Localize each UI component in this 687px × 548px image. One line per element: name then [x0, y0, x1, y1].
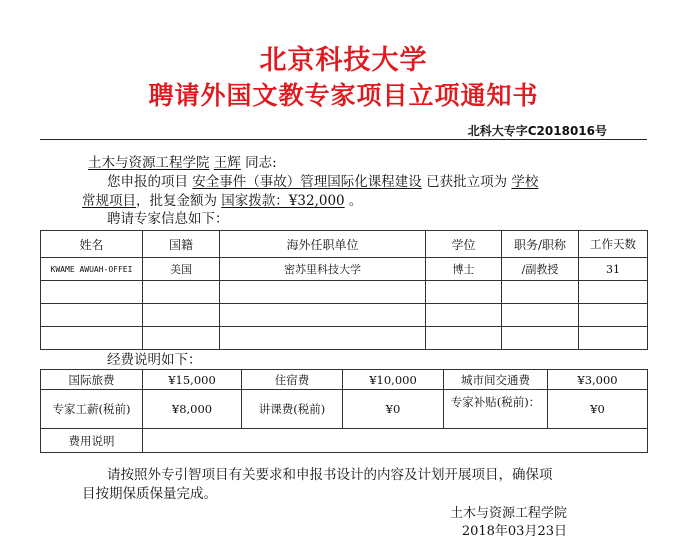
cell-overseas-unit: 密苏里科技大学	[220, 258, 426, 281]
header-overseas-unit: 海外任职单位	[220, 231, 426, 258]
salary-label: 专家工薪(税前)	[41, 390, 143, 429]
cell-work-days	[579, 281, 648, 304]
cell-nationality: 美国	[143, 258, 220, 281]
cell-position: /副教授	[502, 258, 579, 281]
line1-mid: 已获批立项为	[426, 174, 508, 190]
header-degree: 学位	[426, 231, 502, 258]
notes-value	[143, 429, 648, 453]
header-position: 职务/职称	[502, 231, 579, 258]
cell-overseas-unit	[220, 304, 426, 327]
project-line-1	[107, 174, 538, 191]
funding-row-3	[41, 429, 648, 453]
cell-overseas-unit	[220, 281, 426, 304]
cell-degree	[426, 304, 502, 327]
table-row	[41, 304, 648, 327]
cell-name	[41, 327, 143, 350]
signature-date: 2018年03月23日	[461, 524, 567, 539]
cell-degree	[426, 327, 502, 350]
header-nationality: 国籍	[143, 231, 220, 258]
table-row	[41, 258, 648, 281]
cell-name	[41, 304, 143, 327]
cell-name	[41, 281, 143, 304]
funding-row-2	[41, 390, 648, 429]
approved-amount: 国家拨款：¥32,000	[221, 193, 345, 209]
lecture-label: 讲课费(税前)	[242, 390, 343, 429]
subsidy-label: 专家补贴(税前)：	[444, 390, 548, 429]
subsidy-value: ¥0	[548, 390, 648, 429]
cell-degree: 博士	[426, 258, 502, 281]
cell-nationality	[143, 327, 220, 350]
university-title: 北京科技大学	[259, 45, 428, 76]
header-name: 姓名	[41, 231, 143, 258]
cell-overseas-unit	[220, 327, 426, 350]
closing-line-1: 请按照外专引智项目有关要求和申报书设计的内容及计划开展项目，确保项	[107, 467, 553, 483]
cell-position	[502, 281, 579, 304]
table-row	[41, 281, 648, 304]
cell-work-days	[579, 327, 648, 350]
cell-work-days	[579, 304, 648, 327]
line1-prefix: 您申报的项目	[107, 174, 188, 190]
cell-work-days: 31	[579, 258, 648, 281]
document-number: 北科大专字C2018016号	[467, 124, 607, 138]
signature-unit: 土木与资源工程学院	[449, 506, 567, 521]
lecture-value: ¥0	[343, 390, 444, 429]
addressee-unit: 土木与资源工程学院	[88, 155, 210, 171]
intercity-label: 城市间交通费	[444, 370, 548, 390]
intercity-value: ¥3,000	[548, 370, 648, 390]
project-line-2	[82, 193, 362, 210]
addressee-suffix: 同志:	[245, 155, 277, 171]
table-row	[41, 327, 648, 350]
document-title: 聘请外国文教专家项目立项通知书	[148, 81, 539, 110]
project-type-b: 常规项目	[82, 193, 136, 209]
salary-value: ¥8,000	[143, 390, 242, 429]
cell-nationality	[143, 304, 220, 327]
header-work-days: 工作天数	[579, 231, 648, 258]
line2-mid: ，批复金额为	[136, 193, 217, 209]
funding-row-1	[41, 370, 648, 390]
cell-nationality	[143, 281, 220, 304]
project-name: 安全事件（事故）管理国际化课程建设	[192, 174, 422, 190]
header-divider	[40, 139, 647, 140]
intl-travel-label: 国际旅费	[41, 370, 143, 390]
addressee-name: 王辉	[213, 155, 241, 171]
addressee-line	[88, 155, 277, 172]
lodging-label: 住宿费	[242, 370, 343, 390]
intl-travel-value: ¥15,000	[143, 370, 242, 390]
experts-intro: 聘请专家信息如下：	[107, 211, 229, 227]
cell-degree	[426, 281, 502, 304]
experts-table	[40, 230, 648, 350]
funding-table	[40, 369, 648, 453]
funding-intro: 经费说明如下：	[107, 352, 202, 368]
project-type-a: 学校	[511, 174, 539, 190]
line2-end: 。	[348, 193, 363, 209]
lodging-value: ¥10,000	[343, 370, 444, 390]
closing-line-2: 目按期保质保量完成。	[82, 486, 217, 502]
notes-label: 费用说明	[41, 429, 143, 453]
cell-position	[502, 327, 579, 350]
experts-header-row	[41, 231, 648, 258]
cell-name: KWAME AWUAH-OFFEI	[41, 258, 143, 281]
cell-position	[502, 304, 579, 327]
